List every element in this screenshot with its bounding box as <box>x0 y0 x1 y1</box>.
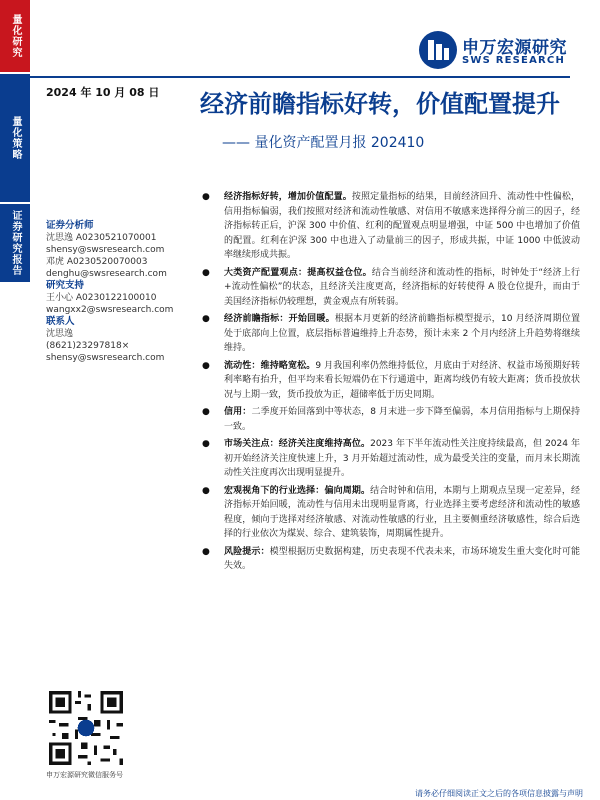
contact-column <box>46 220 196 364</box>
report-subtitle: —— 量化资产配置月报 202410 <box>222 135 425 151</box>
logo-mark-icon <box>418 30 458 70</box>
contact-phone: (8621)23297818× <box>46 341 130 351</box>
support-header: 研究支持 <box>46 280 85 291</box>
side-tab-quant-research: 量化研究 <box>0 0 30 72</box>
bullet-dot-icon: ● <box>202 439 210 449</box>
analyst-email[interactable]: denghu@swsresearch.com <box>46 269 167 279</box>
bullet-item: ● 风险提示：模型根据历史数据构建，历史表现不代表未来，市场环境发生重大变化时可能失效。 <box>202 546 580 571</box>
bullet-dot-icon: ● <box>202 314 210 324</box>
wechat-qr-code-icon[interactable] <box>46 688 126 768</box>
bullet-item: ● 经济前瞻指标：开始回暖。根据本月更新的经济前瞻指标模型提示，10 月经济周期位置处于底部向上位置，底层指标普遍维持上升态势，预计未来 2 个月内经济上升趋势将继续维持。 <box>202 314 580 353</box>
contact-name: 沈思逸 <box>46 329 74 339</box>
bullet-dot-icon: ● <box>202 192 210 202</box>
brand-logo <box>418 30 568 70</box>
header-divider <box>30 76 570 78</box>
bullet-dot-icon: ● <box>202 267 210 278</box>
support-line: 王小心 A0230122100010 <box>46 293 157 303</box>
bullet-dot-icon: ● <box>202 546 210 557</box>
bullet-item: ● 经济指标好转，增加价值配置。按照定量指标的结果，目前经济回升、流动性中性偏松，信用指标偏弱，我们按照对经济和流动性敏感、对信用不敏感来选择得分前三的因子，经济指标转正后，沪深 300 中价值、红利的配置观点明显增强，中证 500 中也增加了价值的配置。红利在沪深 300 中也进入了动量前三的因子，形成共振，中证 1000 中低波动率继续形成共振。 <box>202 192 580 260</box>
side-tab-securities-report: 证券研究报告 <box>0 204 30 282</box>
analyst-email[interactable]: shensy@swsresearch.com <box>46 245 165 255</box>
bullet-item: ● 宏观视角下的行业选择：偏向周期。结合时钟和信用，本期与上期观点呈现一定差异，经济指标开始回暖，流动性与信用未出现明显背离，行业选择主要考虑经济和流动性的敏感程度，倾向于选择对经济敏感、对流动性敏感的行业，且主要侧重经济敏感性，综合后选择的行业依次为煤炭、综合、建筑装饰，周期属性提升。 <box>202 485 580 539</box>
support-email[interactable]: wangxx2@swsresearch.com <box>46 305 174 315</box>
bullet-dot-icon: ● <box>202 407 210 417</box>
disclaimer-footer: 请务必仔细阅读正文之后的各项信息披露与声明 <box>415 789 583 798</box>
bullet-item: ● 大类资产配置观点：提高权益仓位。结合当前经济和流动性的指标，时钟处于“经济上行+流动性偏松”的状态，且经济关注度更高，经济指标的好转使得 A 股仓位提升，而由于美国经济指标仍较理想，黄金观点有所转弱。 <box>202 267 580 307</box>
contact-email[interactable]: shensy@swsresearch.com <box>46 353 165 363</box>
side-tab-quant-strategy: 量化策略 <box>0 74 30 202</box>
analyst-header: 证券分析师 <box>46 220 94 231</box>
logo-text-cn: 申万宏源研究 <box>462 38 567 58</box>
qr-caption: 申万宏源研究微信服务号 <box>46 771 123 779</box>
report-date: 2024 年 10 月 08 日 <box>46 86 160 99</box>
bullet-item: ● 流动性：维持略宽松。9 月我国利率仍然维持低位，月底由于对经济、权益市场预期好转利率略有抬升，但平均来看长短端仍在下行通道中，距离均线仍有较大距离；货币投放状况与上期一致，货币投放为正，超储率低于历史同期。 <box>202 360 580 400</box>
bullet-item: ● 市场关注点：经济关注度维持高位。2023 年下半年流动性关注度持续最高，但 2024 年初开始经济关注度快速上升，3 月开始超过流动性，成为最受关注的变量，而月末长期流动性关注度再次出现明显提升。 <box>202 439 580 478</box>
bullet-dot-icon: ● <box>202 360 210 371</box>
report-title: 经济前瞻指标好转，价值配置提升 <box>200 90 560 118</box>
analyst-line: 邓虎 A0230520070003 <box>46 257 148 267</box>
summary-bullets <box>200 190 580 574</box>
logo-text-en: SWS RESEARCH <box>462 55 566 66</box>
bullet-dot-icon: ● <box>202 485 210 496</box>
side-tab-bar <box>0 0 30 282</box>
bullet-item: ● 信用：二季度开始回落到中等状态，8 月末进一步下降至偏弱，本月信用指标与上期保持一致。 <box>202 407 580 432</box>
analyst-line: 沈思逸 A0230521070001 <box>46 233 157 243</box>
contact-header: 联系人 <box>46 316 75 327</box>
